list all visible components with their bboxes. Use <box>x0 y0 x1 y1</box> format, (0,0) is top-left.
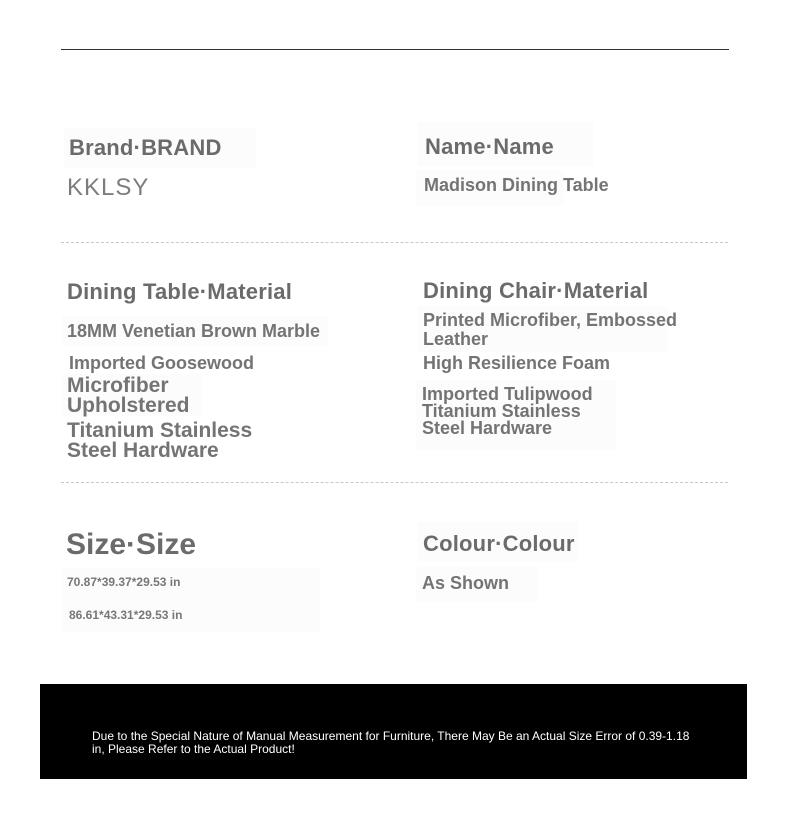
colour-heading: Colour·Colour <box>423 531 575 556</box>
table-material-item: Imported Goosewood <box>69 353 255 373</box>
size-value: 70.87*39.37*29.53 in <box>67 575 181 589</box>
colour-value: As Shown <box>422 573 510 593</box>
table-material-item: Titanium Stainless Steel Hardware <box>67 419 253 462</box>
chair-material-item: High Resilience Foam <box>423 353 611 373</box>
table-material-item: 18MM Venetian Brown Marble <box>67 321 321 341</box>
chair-material-item: Printed Microfiber, Embossed Leather <box>423 310 678 349</box>
chair-material-item: Imported Tulipwood Titanium Stainless Steel Hardware <box>422 384 593 438</box>
size-heading: Size·Size <box>66 528 197 561</box>
measurement-notice-banner <box>40 684 747 779</box>
section-divider <box>61 482 728 483</box>
brand-heading: Brand·BRAND <box>69 135 222 160</box>
top-divider <box>61 49 729 50</box>
size-value: 86.61*43.31*29.53 in <box>69 608 183 622</box>
name-heading: Name·Name <box>425 134 554 159</box>
section-divider <box>61 242 728 243</box>
measurement-notice-text: Due to the Special Nature of Manual Measurement for Furniture, There May Be an Actual Size Error of 0.39-1.18 in, Please Refer to the Actual Product! <box>92 729 690 756</box>
chair-material-heading: Dining Chair·Material <box>423 278 649 303</box>
table-material-item: Microfiber Upholstered <box>67 374 190 417</box>
product-name: Madison Dining Table <box>424 175 609 195</box>
table-material-heading: Dining Table·Material <box>67 279 293 304</box>
brand-logo: KKLSY <box>67 174 150 201</box>
